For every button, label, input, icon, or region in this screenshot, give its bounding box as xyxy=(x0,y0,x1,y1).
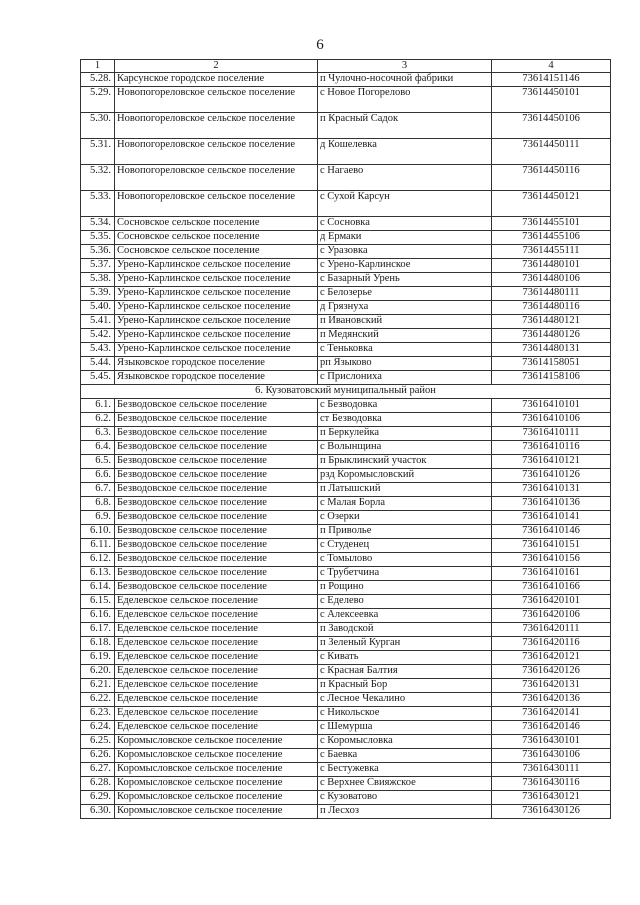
row-number: 5.45. xyxy=(81,371,115,385)
oktmo-code: 73614480111 xyxy=(492,287,611,301)
header-col-1: 1 xyxy=(81,60,115,73)
section-title: 6. Кузоватовский муниципальный район xyxy=(81,385,611,399)
settlement-name: с Трубетчина xyxy=(318,567,492,581)
municipality-name: Коромысловское сельское поселение xyxy=(115,791,318,805)
table-row xyxy=(81,245,611,259)
oktmo-code: 73616420116 xyxy=(492,637,611,651)
table-row xyxy=(81,553,611,567)
municipality-name: Сосновское сельское поселение xyxy=(115,231,318,245)
row-number: 5.30. xyxy=(81,113,115,139)
settlement-name: с Белозерье xyxy=(318,287,492,301)
oktmo-code: 73614450121 xyxy=(492,191,611,217)
municipality-name: Еделевское сельское поселение xyxy=(115,721,318,735)
municipality-name: Безводовское сельское поселение xyxy=(115,413,318,427)
settlement-name: с Уразовка xyxy=(318,245,492,259)
table-row xyxy=(81,343,611,357)
municipality-name: Урено-Карлинское сельское поселение xyxy=(115,343,318,357)
settlement-name: п Рощино xyxy=(318,581,492,595)
row-number: 6.26. xyxy=(81,749,115,763)
settlement-name: с Никольское xyxy=(318,707,492,721)
oktmo-code: 73616410136 xyxy=(492,497,611,511)
row-number: 6.17. xyxy=(81,623,115,637)
row-number: 6.9. xyxy=(81,511,115,525)
settlement-name: п Красный Бор xyxy=(318,679,492,693)
municipality-name: Новопогореловское сельское поселение xyxy=(115,165,318,191)
table-row xyxy=(81,721,611,735)
municipality-name: Новопогореловское сельское поселение xyxy=(115,139,318,165)
oktmo-code: 73614450116 xyxy=(492,165,611,191)
municipality-name: Безводовское сельское поселение xyxy=(115,539,318,553)
settlement-name: рп Языково xyxy=(318,357,492,371)
settlement-name: с Урено-Карлинское xyxy=(318,259,492,273)
municipality-name: Еделевское сельское поселение xyxy=(115,693,318,707)
settlement-name: п Беркулейка xyxy=(318,427,492,441)
settlement-name: ст Безводовка xyxy=(318,413,492,427)
table-row xyxy=(81,217,611,231)
table-row xyxy=(81,651,611,665)
row-number: 5.42. xyxy=(81,329,115,343)
settlement-name: с Сухой Карсун xyxy=(318,191,492,217)
settlement-name: с Верхнее Свияжское xyxy=(318,777,492,791)
municipality-name: Сосновское сельское поселение xyxy=(115,217,318,231)
municipality-name: Языковское городское поселение xyxy=(115,357,318,371)
settlement-name: с Теньковка xyxy=(318,343,492,357)
table-row xyxy=(81,165,611,191)
row-number: 6.13. xyxy=(81,567,115,581)
row-number: 6.27. xyxy=(81,763,115,777)
row-number: 6.2. xyxy=(81,413,115,427)
oktmo-code: 73616410151 xyxy=(492,539,611,553)
oktmo-code: 73614480101 xyxy=(492,259,611,273)
table-row xyxy=(81,399,611,413)
table-row xyxy=(81,469,611,483)
row-number: 6.20. xyxy=(81,665,115,679)
row-number: 6.19. xyxy=(81,651,115,665)
settlement-name: д Грязнуха xyxy=(318,301,492,315)
settlement-name: с Алексеевка xyxy=(318,609,492,623)
municipality-name: Урено-Карлинское сельское поселение xyxy=(115,329,318,343)
municipality-name: Языковское городское поселение xyxy=(115,371,318,385)
settlement-name: с Бестужевка xyxy=(318,763,492,777)
settlement-name: с Кузоватово xyxy=(318,791,492,805)
oktmo-code: 73616420111 xyxy=(492,623,611,637)
table-row xyxy=(81,287,611,301)
row-number: 6.16. xyxy=(81,609,115,623)
row-number: 5.33. xyxy=(81,191,115,217)
municipality-name: Новопогореловское сельское поселение xyxy=(115,191,318,217)
oktmo-code: 73616420146 xyxy=(492,721,611,735)
oktmo-code: 73616410146 xyxy=(492,525,611,539)
municipality-name: Новопогореловское сельское поселение xyxy=(115,113,318,139)
municipality-name: Еделевское сельское поселение xyxy=(115,707,318,721)
table-row xyxy=(81,511,611,525)
table-row xyxy=(81,87,611,113)
table-row xyxy=(81,483,611,497)
table-row xyxy=(81,315,611,329)
table-row xyxy=(81,609,611,623)
municipality-name: Еделевское сельское поселение xyxy=(115,651,318,665)
table-row xyxy=(81,427,611,441)
municipality-name: Коромысловское сельское поселение xyxy=(115,735,318,749)
row-number: 5.43. xyxy=(81,343,115,357)
oktmo-code: 73616410111 xyxy=(492,427,611,441)
settlement-name: с Студенец xyxy=(318,539,492,553)
oktmo-code: 73616410141 xyxy=(492,511,611,525)
municipality-name: Сосновское сельское поселение xyxy=(115,245,318,259)
oktmo-code: 73616420131 xyxy=(492,679,611,693)
settlement-name: п Чулочно-носочной фабрики xyxy=(318,73,492,87)
oktmo-code: 73616430126 xyxy=(492,805,611,819)
settlement-name: п Зеленый Курган xyxy=(318,637,492,651)
oktmo-code: 73614480126 xyxy=(492,329,611,343)
table-row xyxy=(81,707,611,721)
row-number: 6.21. xyxy=(81,679,115,693)
table-row xyxy=(81,679,611,693)
row-number: 6.7. xyxy=(81,483,115,497)
settlement-name: п Брыклинский участок xyxy=(318,455,492,469)
table-row xyxy=(81,693,611,707)
table-row xyxy=(81,329,611,343)
oktmo-code: 73614455111 xyxy=(492,245,611,259)
municipality-name: Карсунское городское поселение xyxy=(115,73,318,87)
municipality-name: Безводовское сельское поселение xyxy=(115,497,318,511)
table-row xyxy=(81,567,611,581)
municipality-name: Безводовское сельское поселение xyxy=(115,483,318,497)
table-row xyxy=(81,805,611,819)
settlement-name: с Сосновка xyxy=(318,217,492,231)
municipality-name: Безводовское сельское поселение xyxy=(115,441,318,455)
municipality-name: Коромысловское сельское поселение xyxy=(115,805,318,819)
table-row xyxy=(81,777,611,791)
section-header-row xyxy=(81,385,611,399)
table-row xyxy=(81,259,611,273)
municipality-name: Урено-Карлинское сельское поселение xyxy=(115,301,318,315)
municipality-name: Безводовское сельское поселение xyxy=(115,567,318,581)
table-row xyxy=(81,623,611,637)
row-number: 5.41. xyxy=(81,315,115,329)
municipality-name: Коромысловское сельское поселение xyxy=(115,749,318,763)
table-row xyxy=(81,139,611,165)
row-number: 5.31. xyxy=(81,139,115,165)
row-number: 6.23. xyxy=(81,707,115,721)
settlement-name: п Ивановский xyxy=(318,315,492,329)
settlement-name: с Новое Погорелово xyxy=(318,87,492,113)
table-row xyxy=(81,735,611,749)
table-row xyxy=(81,301,611,315)
table-row xyxy=(81,665,611,679)
row-number: 5.37. xyxy=(81,259,115,273)
settlement-name: с Малая Борла xyxy=(318,497,492,511)
municipality-name: Урено-Карлинское сельское поселение xyxy=(115,287,318,301)
municipality-name: Урено-Карлинское сельское поселение xyxy=(115,273,318,287)
oktmo-code: 73616430101 xyxy=(492,735,611,749)
row-number: 6.25. xyxy=(81,735,115,749)
oktmo-code: 73616410121 xyxy=(492,455,611,469)
oktmo-code: 73616410156 xyxy=(492,553,611,567)
row-number: 6.30. xyxy=(81,805,115,819)
oktmo-code: 73614450106 xyxy=(492,113,611,139)
municipality-name: Безводовское сельское поселение xyxy=(115,427,318,441)
municipality-name: Безводовское сельское поселение xyxy=(115,511,318,525)
row-number: 5.29. xyxy=(81,87,115,113)
settlement-name: п Латышский xyxy=(318,483,492,497)
settlement-name: п Заводской xyxy=(318,623,492,637)
row-number: 6.12. xyxy=(81,553,115,567)
oktmo-code: 73614450111 xyxy=(492,139,611,165)
oktmo-code: 73616410101 xyxy=(492,399,611,413)
municipality-name: Еделевское сельское поселение xyxy=(115,637,318,651)
settlement-name: п Медянский xyxy=(318,329,492,343)
municipality-name: Коромысловское сельское поселение xyxy=(115,763,318,777)
page-number: 6 xyxy=(316,37,324,53)
oktmo-code: 73614480106 xyxy=(492,273,611,287)
header-col-2: 2 xyxy=(115,60,318,73)
settlement-name: д Кошелевка xyxy=(318,139,492,165)
oktmo-code: 73616420126 xyxy=(492,665,611,679)
table-row xyxy=(81,231,611,245)
row-number: 5.38. xyxy=(81,273,115,287)
settlement-name: д Ермаки xyxy=(318,231,492,245)
oktmo-code: 73614158106 xyxy=(492,371,611,385)
oktmo-code: 73614151146 xyxy=(492,73,611,87)
settlement-name: с Базарный Урень xyxy=(318,273,492,287)
oktmo-code: 73616430106 xyxy=(492,749,611,763)
table-row xyxy=(81,497,611,511)
row-number: 6.22. xyxy=(81,693,115,707)
table-row xyxy=(81,73,611,87)
settlement-name: с Томылово xyxy=(318,553,492,567)
municipality-name: Еделевское сельское поселение xyxy=(115,623,318,637)
oktmo-code: 73614455106 xyxy=(492,231,611,245)
settlement-name: с Волынщина xyxy=(318,441,492,455)
row-number: 5.35. xyxy=(81,231,115,245)
table-row xyxy=(81,595,611,609)
table-row xyxy=(81,441,611,455)
municipality-name: Безводовское сельское поселение xyxy=(115,525,318,539)
row-number: 5.32. xyxy=(81,165,115,191)
row-number: 5.34. xyxy=(81,217,115,231)
table-row xyxy=(81,763,611,777)
municipality-name: Безводовское сельское поселение xyxy=(115,553,318,567)
municipality-name: Безводовское сельское поселение xyxy=(115,455,318,469)
oktmo-code: 73616410106 xyxy=(492,413,611,427)
oktmo-code: 73616430111 xyxy=(492,763,611,777)
oktmo-code: 73616420136 xyxy=(492,693,611,707)
table-row xyxy=(81,581,611,595)
municipality-name: Новопогореловское сельское поселение xyxy=(115,87,318,113)
table-row xyxy=(81,113,611,139)
table-row xyxy=(81,637,611,651)
oktmo-code: 73614455101 xyxy=(492,217,611,231)
table-row xyxy=(81,539,611,553)
settlement-name: рзд Коромысловский xyxy=(318,469,492,483)
municipality-name: Еделевское сельское поселение xyxy=(115,609,318,623)
oktmo-code: 73616410161 xyxy=(492,567,611,581)
row-number: 6.4. xyxy=(81,441,115,455)
row-number: 6.5. xyxy=(81,455,115,469)
municipality-name: Еделевское сельское поселение xyxy=(115,665,318,679)
row-number: 5.44. xyxy=(81,357,115,371)
table-row xyxy=(81,413,611,427)
settlement-name: с Шемурша xyxy=(318,721,492,735)
row-number: 6.6. xyxy=(81,469,115,483)
municipality-name: Безводовское сельское поселение xyxy=(115,469,318,483)
row-number: 5.36. xyxy=(81,245,115,259)
oktmo-code: 73616410131 xyxy=(492,483,611,497)
oktmo-code: 73614480131 xyxy=(492,343,611,357)
row-number: 5.40. xyxy=(81,301,115,315)
table-header-row xyxy=(81,60,611,73)
municipality-name: Коромысловское сельское поселение xyxy=(115,777,318,791)
oktmo-code: 73614158051 xyxy=(492,357,611,371)
row-number: 6.29. xyxy=(81,791,115,805)
settlement-name: с Баевка xyxy=(318,749,492,763)
settlement-name: с Прислониха xyxy=(318,371,492,385)
row-number: 6.3. xyxy=(81,427,115,441)
header-col-4: 4 xyxy=(492,60,611,73)
row-number: 6.14. xyxy=(81,581,115,595)
row-number: 6.28. xyxy=(81,777,115,791)
municipality-name: Безводовское сельское поселение xyxy=(115,581,318,595)
oktmo-code: 73614480121 xyxy=(492,315,611,329)
table-row xyxy=(81,455,611,469)
municipality-name: Еделевское сельское поселение xyxy=(115,595,318,609)
settlement-name: п Приволье xyxy=(318,525,492,539)
row-number: 6.10. xyxy=(81,525,115,539)
oktmo-code: 73616430121 xyxy=(492,791,611,805)
row-number: 5.28. xyxy=(81,73,115,87)
row-number: 6.18. xyxy=(81,637,115,651)
municipality-name: Еделевское сельское поселение xyxy=(115,679,318,693)
settlements-table-body xyxy=(81,60,611,819)
oktmo-code: 73616420121 xyxy=(492,651,611,665)
settlement-name: с Красная Балтия xyxy=(318,665,492,679)
table-row xyxy=(81,371,611,385)
row-number: 6.15. xyxy=(81,595,115,609)
settlements-table xyxy=(80,59,611,819)
settlement-name: с Нагаево xyxy=(318,165,492,191)
oktmo-code: 73614450101 xyxy=(492,87,611,113)
settlement-name: с Озерки xyxy=(318,511,492,525)
oktmo-code: 73614480116 xyxy=(492,301,611,315)
settlement-name: с Лесное Чекалино xyxy=(318,693,492,707)
oktmo-code: 73616420101 xyxy=(492,595,611,609)
settlement-name: с Еделево xyxy=(318,595,492,609)
header-col-3: 3 xyxy=(318,60,492,73)
oktmo-code: 73616410166 xyxy=(492,581,611,595)
oktmo-code: 73616420141 xyxy=(492,707,611,721)
municipality-name: Урено-Карлинское сельское поселение xyxy=(115,315,318,329)
table-row xyxy=(81,791,611,805)
municipality-name: Урено-Карлинское сельское поселение xyxy=(115,259,318,273)
oktmo-code: 73616420106 xyxy=(492,609,611,623)
row-number: 6.1. xyxy=(81,399,115,413)
municipality-name: Безводовское сельское поселение xyxy=(115,399,318,413)
table-row xyxy=(81,357,611,371)
row-number: 5.39. xyxy=(81,287,115,301)
oktmo-code: 73616410116 xyxy=(492,441,611,455)
row-number: 6.8. xyxy=(81,497,115,511)
table-row xyxy=(81,191,611,217)
row-number: 6.24. xyxy=(81,721,115,735)
table-row xyxy=(81,749,611,763)
oktmo-code: 73616410126 xyxy=(492,469,611,483)
settlement-name: с Безводовка xyxy=(318,399,492,413)
table-row xyxy=(81,525,611,539)
oktmo-code: 73616430116 xyxy=(492,777,611,791)
row-number: 6.11. xyxy=(81,539,115,553)
table-row xyxy=(81,273,611,287)
settlement-name: п Красный Садок xyxy=(318,113,492,139)
settlement-name: п Лесхоз xyxy=(318,805,492,819)
settlement-name: с Кивать xyxy=(318,651,492,665)
settlement-name: с Коромысловка xyxy=(318,735,492,749)
